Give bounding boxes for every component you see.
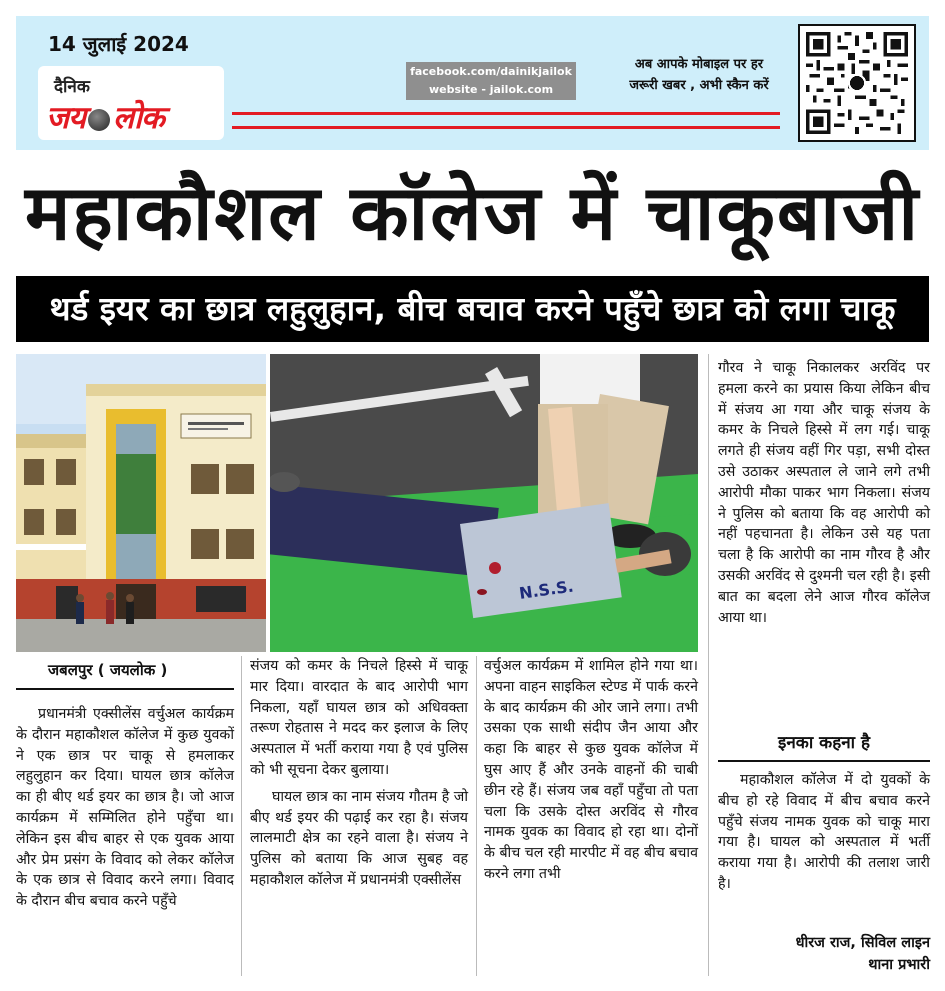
dateline-rule bbox=[16, 688, 234, 690]
sidebar-statement bbox=[718, 770, 930, 895]
masthead-rule-top bbox=[232, 112, 780, 115]
shirt-text: N.S.S. bbox=[517, 576, 575, 603]
qr-code[interactable] bbox=[798, 24, 916, 142]
signature-name: धीरज राज, सिविल लाइन bbox=[795, 935, 930, 951]
article-column-4 bbox=[718, 358, 930, 628]
newspaper-logo[interactable] bbox=[38, 66, 224, 140]
logo-word-lok: लोक bbox=[112, 100, 164, 136]
injured-student-photo bbox=[270, 354, 698, 652]
sub-headline: थर्ड इयर का छात्र लहुलुहान, बीच बचाव करने पहुँचे छात्र को लगा चाकू bbox=[16, 276, 929, 342]
main-headline: महाकौशल कॉलेज में चाकूबाजी bbox=[24, 168, 920, 257]
paragraph: संजय को कमर के निचले हिस्से में चाकू मार दिया। वारदात के बाद आरोपी भाग निकला, यहाँ घायल छात्र को अधिवक्ता तरूण रोहतास ने मदद कर इलाज के लिए अस्पताल में भर्ती कराया गया है एवं पुलिस को भी सूचना देकर बुलाया। bbox=[250, 658, 468, 778]
social-links-box bbox=[406, 62, 576, 100]
article-column-1 bbox=[16, 704, 234, 912]
logo-wordmark bbox=[46, 96, 164, 138]
paragraph: प्रधानमंत्री एक्सीलेंस वर्चुअल कार्यक्रम के दौरान महाकौशल कॉलेज में कुछ युवकों ने एक छात्र पर चाकू से हमलाकर लहुलुहान कर दिया। घायल छात्र कॉलेज का ही बीए थर्ड इयर का छात्र है। जो आज कार्यक्रम में सम्मिलित होने पहुँचा था। लेकिन इस बीच बाहर से एक युवक आया और प्रेम प्रसंग के विवाद को लेकर कॉलेज के एक छात्र से विवाद करने लगा। विवाद के दौरान बीच बचाव करने पहुँचे bbox=[16, 706, 234, 910]
facebook-link[interactable]: facebook.com/dainikjailok bbox=[410, 65, 572, 78]
logo-word-jay: जय bbox=[46, 100, 85, 136]
paragraph: वर्चुअल कार्यक्रम में शामिल होने गया था। अपना वाहन साइकिल स्टेण्ड में पार्क करने के बाद कार्यक्रम की ओर जाने लगा। तभी उसका एक साथी संदीप जैन आया और कहा कि बाहर से कुछ युवक कॉलेज में घुस आए हैं और उनके वाहनों की चाबी छीन रहे हैं। संजय जब वहाँ पहुँचा तो पता चला कि उसके दोस्त अरविंद से गौरव नामक युवक का विवाद हो रहा था। दोनों के बीच चल रही मारपीट में वह बीच बचाव करने लगा तभी bbox=[484, 658, 698, 882]
official-signature bbox=[718, 932, 930, 976]
paragraph: गौरव ने चाकू निकालकर अरविंद पर हमला करने का प्रयास किया लेकिन बीच में संजय आ गया और चाकू संजय के कमर के निचले हिस्से में लग गई। चाकू लगते ही संजय वहीं गिर पड़ा, सभी दोस्त उसे उठाकर अस्पताल ले जाने लगे तभी आरोपी मौका पाकर भाग निकला। संजय ने पुलिस को बताया कि वह आरोपी को नहीं पहचानता है। लेकिन उसे यह पता चला है कि आरोपी का नाम गौरव है और उसकी अरविंद से दुश्मनी चल रही है। इसी बात का बदला लेने आज गौरव कॉलेज आया था। bbox=[718, 360, 930, 626]
injury-scene-image bbox=[270, 354, 698, 652]
article-column-2 bbox=[250, 656, 468, 891]
column-rule bbox=[241, 656, 242, 976]
signature-title: थाना प्रभारी bbox=[868, 957, 930, 973]
sidebar-title: इनका कहना है bbox=[777, 733, 871, 753]
paragraph: घायल छात्र का नाम संजय गौतम है जो बीए थर्ड इयर की पढ़ाई कर रहा है। संजय लालमाटी क्षेत्र का रहने वाला है। संजय ने पुलिस को बताया कि आज सुबह वह महाकौशल कॉलेज में प्रधानमंत्री एक्सीलेंस bbox=[250, 788, 468, 888]
dateline: जबलपुर ( जयलोक ) bbox=[48, 661, 168, 679]
scan-prompt-line2: जरूरी खबर , अभी स्कैन करें bbox=[629, 78, 769, 93]
paragraph: महाकौशल कॉलेज में दो युवकों के बीच हो रहे विवाद में बीच बचाव करने पहुँचे संजय नामक युवक को चाकू मारा गया है। घायल को अस्पताल में भर्ती कराया गया है। आरोपी की तलाश जारी है। bbox=[718, 772, 930, 892]
masthead bbox=[16, 16, 929, 150]
logo-dainik-text: दैनिक bbox=[54, 77, 90, 97]
article-column-3 bbox=[484, 656, 698, 885]
sidebar-rule bbox=[718, 760, 930, 762]
building-image bbox=[16, 354, 266, 652]
column-rule bbox=[476, 656, 477, 976]
website-link[interactable]: website - jailok.com bbox=[428, 83, 554, 96]
qr-code-icon bbox=[806, 32, 908, 134]
globe-icon bbox=[88, 109, 110, 131]
column-rule bbox=[708, 354, 709, 976]
college-building-photo bbox=[16, 354, 266, 652]
masthead-rule-bottom bbox=[232, 126, 780, 129]
scan-prompt bbox=[594, 54, 804, 96]
issue-date: 14 जुलाई 2024 bbox=[48, 32, 189, 56]
scan-prompt-line1: अब आपके मोबाइल पर हर bbox=[634, 57, 764, 72]
